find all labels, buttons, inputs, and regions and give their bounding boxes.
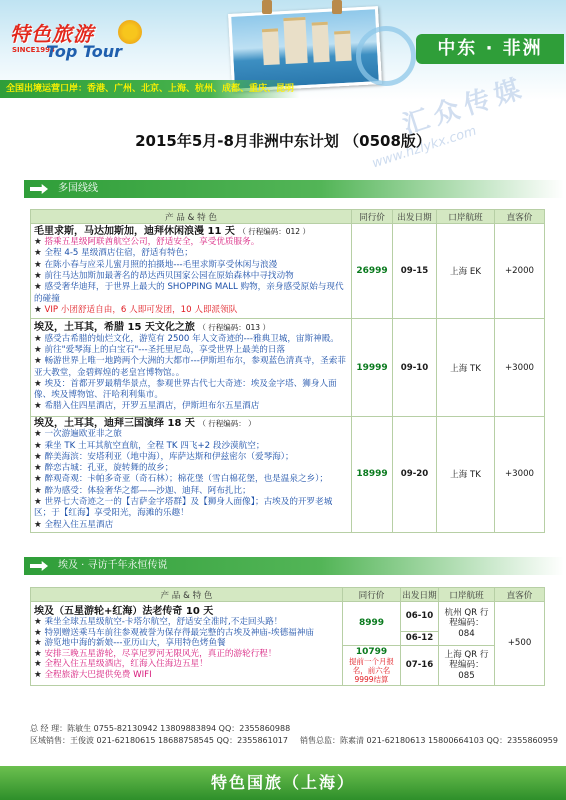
flight: 上海 QR 行程编码：085 xyxy=(439,645,495,686)
product-desc: 埃及，土耳其，迪拜三国演绎 18 天 （ 行程编码： ） ★ 一次游遍欧亚非之旅 ★ 乘坐 TK 土耳其航空直航，全程 TK 四飞+2 段沙漠航空； ★ 醉美海滨：安塔利亚（地中海），库萨达斯和伊兹密尔（爱琴海）； ★ 醉恋古城：孔亚，旋转舞的故乡； ★ 醉观奇观：卡帕多奇亚（奇石林）；棉花堡（雪白棉花堡，也是温泉之乡）； ★ 醉为感受：体验奢华之都——沙迦、迪拜、阿布扎比； ★ 世界七大奇迹之一的【吉萨金字塔群】及【狮身人面像】；古埃及的开罗老城区；于【红海】享受阳光，海滩的乐趣！ ★ 全程入住五星酒店 xyxy=(31,417,352,533)
product-desc: 毛里求斯，马达加斯加，迪拜休闲浪漫 11 天 （ 行程编码：012 ） ★ 搭乘五星级阿联酋航空公司，舒适安全，享受优质服务。 ★ 全程 4-5 星级酒店住宿，舒适有特色； ★ 在陈小春与应采儿蜜月照的拍摄地---毛里求斯享受休闲与浪漫 ★ 前往马达加斯加最著名的昂达西贝国家公园在原始森林中寻找动物 ★ 感受奢华迪拜，于世界上最大的 SHOPPING MALL 购物，亲身感受原始与现代的碰撞 ★ VIP 小团舒适自由，6 人即可发团，10 人即派领队 xyxy=(31,224,352,319)
peer-price: 19999 xyxy=(352,319,393,417)
section-multi-country xyxy=(24,180,564,198)
feature-line: 希腊入住四星酒店，开罗五星酒店，伊斯坦布尔五星酒店 xyxy=(44,401,260,412)
feature-line: 全程入住五星酒店 xyxy=(44,519,114,530)
departure-date: 09-20 xyxy=(393,417,437,533)
peer-price: 26999 xyxy=(352,224,393,319)
feature-line: 世界七大奇迹之一的【吉萨金字塔群】及【狮身人面像】；古埃及的开罗老城区；于【红海】享受阳光，海滩的乐趣！ xyxy=(34,497,333,519)
section-label: 多国线线 xyxy=(58,183,98,194)
clothespin-icon xyxy=(262,0,272,14)
arrow-right-icon xyxy=(30,561,48,571)
product-title: 毛里求斯，马达加斯加，迪拜休闲浪漫 11 天 xyxy=(34,225,235,237)
table-header xyxy=(31,210,545,224)
peer-price: 10799 xyxy=(355,646,388,657)
footer-brand: 特色国旅（上海） xyxy=(0,766,566,800)
flight: 上海 EK xyxy=(437,224,495,319)
feature-line: 特别赠送乘马车前往参观被誉为保存得最完整的古埃及神庙-埃德福神庙 xyxy=(44,627,314,638)
contact-info xyxy=(30,723,290,747)
table-row xyxy=(31,417,545,533)
retail-price: +2000 xyxy=(495,224,545,319)
flight: 杭州 QR 行程编码：084 xyxy=(439,602,495,646)
brand-logo xyxy=(6,16,136,72)
retail-price: +500 xyxy=(495,602,545,686)
contact-regional: 区域销售：王俊波 021-62180615 18688758545 QQ：2355861017 xyxy=(30,736,288,745)
col-header: 口岸航班 xyxy=(439,588,495,602)
feature-line: 乘坐 TK 土耳其航空直航，全程 TK 四飞+2 段沙漠航空； xyxy=(44,440,265,451)
product-desc: 埃及（五星游轮+红海）法老传奇 10 天 ★ 乘坐全球五星级航空-卡塔尔航空，舒适安全准时,不走回头路！ ★ 特别赠送乘马车前往参观被誉为保存得最完整的古埃及神庙-埃德福神庙 ★ 游览地中海的新娘---亚历山大，享用特色烤鱼餐 ★ 安排三晚五星游轮，尽享尼罗河无限风光，真正的游轮行程！ ★ 全程入住五星级酒店，红海入住海边五星！ ★ 全程旅游大巴提供免费 WIFI xyxy=(31,602,343,686)
departure-date: 09-15 xyxy=(393,224,437,319)
departure-date: 09-10 xyxy=(393,319,437,417)
retail-price: +3000 xyxy=(495,319,545,417)
col-header: 同行价 xyxy=(352,210,393,224)
feature-line: 感受奢华迪拜，于世界上最大的 SHOPPING MALL 购物，亲身感受原始与现代的碰撞 xyxy=(34,282,344,304)
watermark-url: www.hzlykx.com xyxy=(370,123,479,172)
departure-ports: 全国出境运营口岸：香港、广州、北京、上海、杭州、成都、重庆、昆明 xyxy=(0,80,300,98)
feature-line: 前往"爱琴海上的白宝石"---圣托里尼岛，享受世界上最美的日落 xyxy=(44,344,286,355)
feature-line: 感受古希腊的灿烂文化，游览有 2500 年人文奇迹的---雅典卫城，宙斯神殿。 xyxy=(44,333,339,344)
col-header: 同行价 xyxy=(343,588,401,602)
contact-gm: 总 经 理：陈敏生 0755-82130942 13809883894 QQ：2355860988 xyxy=(30,724,291,733)
col-header: 出发日期 xyxy=(393,210,437,224)
flight: 上海 TK xyxy=(437,319,495,417)
plane-watermark-icon xyxy=(356,26,416,86)
product-table xyxy=(30,209,545,533)
feature-line: 全程旅游大巴提供免费 WIFI xyxy=(44,669,152,680)
clothespin-icon xyxy=(332,0,342,14)
page-title: 2015年5月-8月非洲中东计划 （0508版） xyxy=(135,132,431,150)
section-egypt xyxy=(24,557,564,575)
table-row xyxy=(31,319,545,417)
product-code: （ 行程编码： ） xyxy=(198,419,256,428)
feature-line: 全程入住五星级酒店，红海入住海边五星！ xyxy=(44,659,208,670)
feature-line: 搭乘五星级阿联酋航空公司，舒适安全，享受优质服务。 xyxy=(44,237,260,248)
table-row xyxy=(31,602,545,632)
feature-line: 醉观奇观：卡帕多奇亚（奇石林）；棉花堡（雪白棉花堡，也是温泉之乡）； xyxy=(44,474,329,485)
feature-line: 畅游世界上唯一地跨两个大洲的大都市---伊斯坦布尔，参观蓝色清真寺，圣索菲亚大教堂，金碧辉煌的老皇宫博物馆。。 xyxy=(34,356,346,378)
peer-price: 18999 xyxy=(352,417,393,533)
table-header xyxy=(31,588,545,602)
product-title: 埃及（五星游轮+红海）法老传奇 10 天 xyxy=(34,605,214,617)
col-header: 出发日期 xyxy=(401,588,439,602)
col-header: 直客价 xyxy=(495,588,545,602)
col-header: 口岸航班 xyxy=(437,210,495,224)
feature-line: 一次游遍欧亚非之旅 xyxy=(44,429,122,440)
product-code: （ 行程编码：012 ） xyxy=(238,226,310,236)
departure-date: 07-16 xyxy=(401,645,439,686)
feature-line: 醉为感受：体验奢华之都——沙迦、迪拜、阿布扎比； xyxy=(44,485,251,496)
feature-line: 乘坐全球五星级航空-卡塔尔航空，舒适安全准时,不走回头路！ xyxy=(44,617,283,628)
feature-line: 醉恋古城：孔亚，旋转舞的故乡； xyxy=(44,463,174,474)
region-label: 中东 · 非洲 xyxy=(416,34,564,64)
logo-en-text: Top Tour xyxy=(46,42,122,61)
feature-line: 安排三晚五星游轮，尽享尼罗河无限风光，真正的游轮行程！ xyxy=(44,648,277,659)
col-header: 产 品 & 特 色 xyxy=(31,210,352,224)
peer-price-b xyxy=(343,645,401,686)
egypt-table xyxy=(30,587,545,686)
sunflower-icon xyxy=(118,20,142,44)
logo-since-text: SINCE1993 xyxy=(12,46,55,54)
retail-price: +3000 xyxy=(495,417,545,533)
feature-line: 全程 4-5 星级酒店住宿，舒适有特色； xyxy=(44,248,193,259)
section-label: 埃及 · 寻访千年永恒传说 xyxy=(58,560,168,571)
feature-line: VIP 小团舒适自由，6 人即可发团，10 人即派领队 xyxy=(44,304,238,315)
product-desc: 埃及，土耳其，希腊 15 天文化之旅 （ 行程编码：013 ） ★ 感受古希腊的灿烂文化，游览有 2500 年人文奇迹的---雅典卫城，宙斯神殿。 ★ 前往"爱琴海上的白宝石"---圣托里尼岛，享受世界上最美的日落 ★ 畅游世界上唯一地跨两个大洲的大都市---伊斯坦布尔，参观蓝色清真寺，圣索菲亚大教堂，金碧辉煌的老皇宫博物馆。。 ★ 埃及：首都开罗最精华景点，参观世界古代七大奇迹：埃及金字塔、狮身人面像、埃及博物馆、汗哈利利集市。 ★ 希腊入住四星酒店，开罗五星酒店，伊斯坦布尔五星酒店 xyxy=(31,319,352,417)
watermark-text: 汇众传媒 xyxy=(399,72,531,141)
contact-sales: 销售总监：陈素清 021-62180613 15800664103 QQ：2355860959 xyxy=(300,736,558,745)
departure-date: 06-12 xyxy=(401,632,439,646)
feature-line: 前往马达加斯加最著名的昂达西贝国家公园在原始森林中寻找动物 xyxy=(44,271,294,281)
feature-line: 醉美海滨：安塔利亚（地中海），库萨达斯和伊兹密尔（爱琴海）； xyxy=(44,451,294,462)
departure-date: 06-10 xyxy=(401,602,439,632)
feature-line: 在陈小春与应采儿蜜月照的拍摄地---毛里求斯享受休闲与浪漫 xyxy=(44,259,278,270)
flight: 上海 TK xyxy=(437,417,495,533)
col-header: 直客价 xyxy=(495,210,545,224)
feature-line: 埃及：首都开罗最精华景点，参观世界古代七大奇迹：埃及金字塔、狮身人面像、埃及博物馆、汗哈利利集市。 xyxy=(34,378,337,401)
logo-cn-text: 特色旅游 xyxy=(10,22,94,46)
table-row xyxy=(31,224,545,319)
product-title: 埃及，土耳其，希腊 15 天文化之旅 xyxy=(34,322,195,334)
product-code: （ 行程编码：013 ） xyxy=(198,323,270,333)
price-note: 提前一个月报名，前六名9999结算 xyxy=(349,657,394,684)
peer-price: 8999 xyxy=(343,602,401,646)
feature-line: 游览地中海的新娘---亚历山大，享用特色烤鱼餐 xyxy=(44,638,226,649)
arrow-right-icon xyxy=(30,184,48,194)
product-title: 埃及，土耳其，迪拜三国演绎 18 天 xyxy=(34,418,195,429)
col-header: 产 品 & 特 色 xyxy=(31,588,343,602)
